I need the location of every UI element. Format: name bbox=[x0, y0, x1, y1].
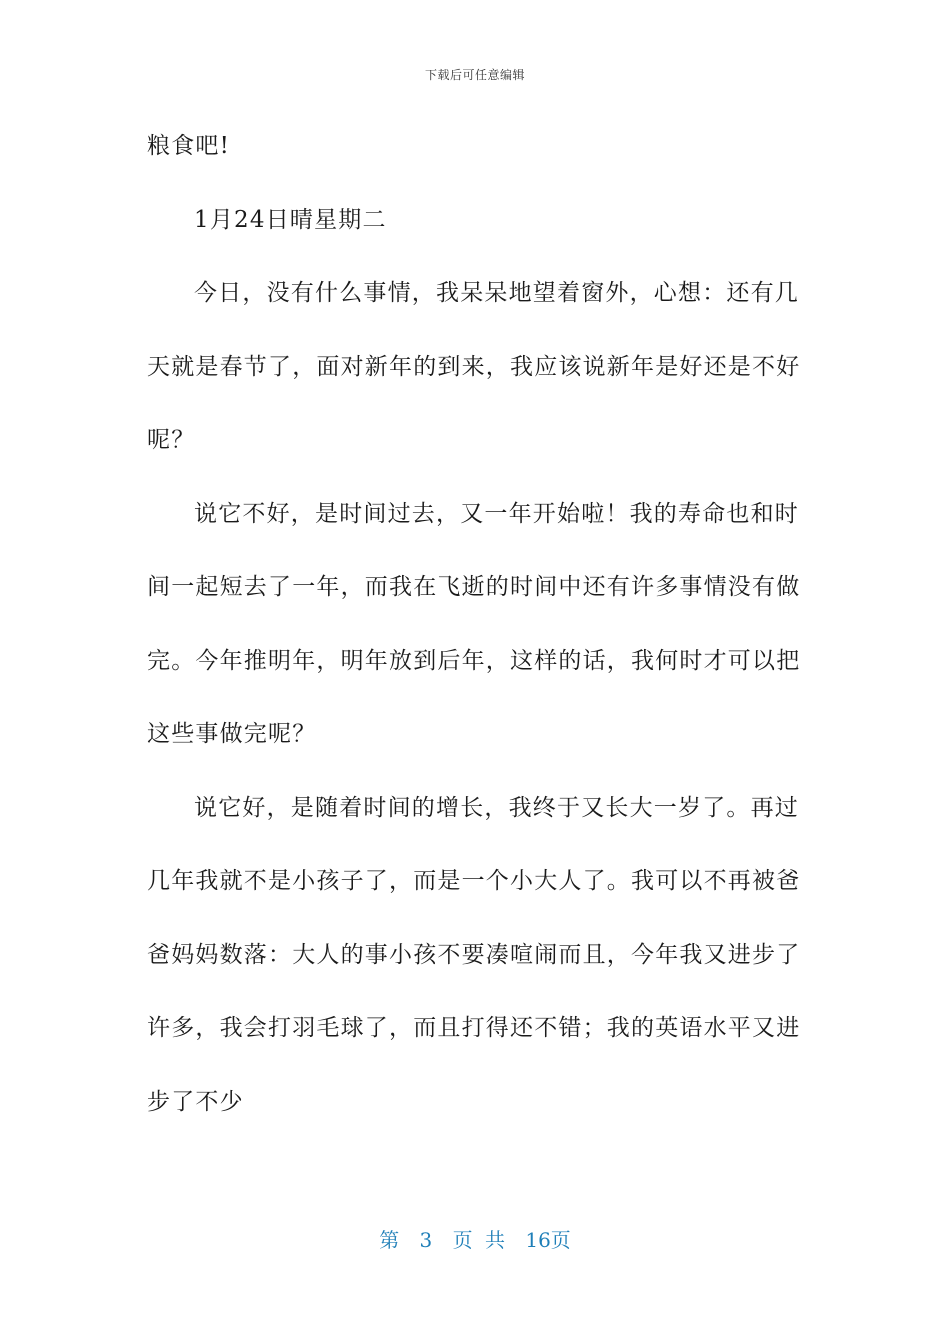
text-line: 步了不少 bbox=[147, 1088, 244, 1115]
text-line: 说它不好，是时间过去，又一年开始啦！我的寿命也和时 bbox=[194, 500, 799, 527]
text-line: 完。今年推明年，明年放到后年，这样的话，我何时才可以把 bbox=[147, 647, 801, 674]
text-line: 今日，没有什么事情，我呆呆地望着窗外，心想：还有几 bbox=[194, 280, 799, 306]
text-line: 许多，我会打羽毛球了，而且打得还不错；我的英语水平又进 bbox=[147, 1015, 801, 1041]
page-header-note: 下载后可任意编辑 bbox=[424, 68, 525, 82]
text-line: 这些事做完呢？ bbox=[147, 721, 317, 747]
text-line: 呢？ bbox=[147, 427, 196, 453]
text-line: 间一起短去了一年，而我在飞逝的时间中还有许多事情没有做 bbox=[147, 574, 801, 600]
text-line: 天就是春节了，面对新年的到来，我应该说新年是好还是不好 bbox=[147, 353, 801, 380]
text-line: 几年我就不是小孩子了，而是一个小大人了。我可以不再被爸 bbox=[147, 868, 801, 894]
footer-prefix: 第 bbox=[379, 1228, 400, 1252]
date-line: 1月24日晴星期二 bbox=[194, 206, 387, 233]
text-line: 说它好，是随着时间的增长，我终于又长大一岁了。再过 bbox=[194, 794, 799, 821]
footer-middle: 页 共 bbox=[452, 1228, 505, 1252]
footer-total-pages: 16页 bbox=[525, 1228, 571, 1252]
text-line: 爸妈妈数落：大人的事小孩不要凑喧闹而且，今年我又进步了 bbox=[147, 941, 801, 968]
footer-current-page: 3 bbox=[419, 1228, 433, 1252]
document-body bbox=[147, 122, 801, 1151]
page-footer bbox=[0, 1224, 950, 1253]
text-line: 粮食吧! bbox=[147, 133, 231, 159]
